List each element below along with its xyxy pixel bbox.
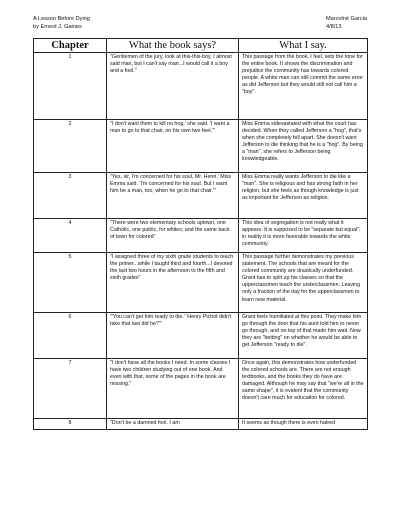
book-quote: "I assigned three of my sixth grade students to teach the primer...while I taught third and fourth...I devoted the last two hours in the afternoon to the fifth and sixth grades" <box>107 253 239 313</box>
student-response: This idea of segregation is not really what it appears. It is supposed to be "separate but equal"; in reality it is more favorable towards the white community. <box>239 219 368 253</box>
book-quote: "Gentlemen of the jury, look at this-this-boy. I almost said man, but I can't say man...I would call it a boy and a fool." <box>107 53 239 120</box>
chapter-number: 1 <box>34 53 107 120</box>
chapter-number: 7 <box>34 359 107 419</box>
assignment-date: 4/8/13 <box>325 24 342 30</box>
dialectical-journal-table <box>33 38 368 430</box>
chapter-number: 5 <box>34 253 107 313</box>
student-info <box>326 15 367 31</box>
student-response: Once again, this demonstrates how underfunded the colored schools are. There are not enough textbooks, and the books they do have are damaged. Although he may say that "we're all in the same shape", it is evident that the community doesn't care much for education for colored. <box>239 359 368 419</box>
table-row <box>34 219 368 253</box>
book-quote: "Yes, sir, I'm concerned for his soul, Mr. Henri,' Miss Emma said. 'I'm concerned for his soul. But I want him be a man, too, when he go to that chair.'" <box>107 173 239 219</box>
table-row <box>34 120 368 173</box>
column-header-chapter: Chapter <box>34 39 107 53</box>
book-quote: "I don't want them to kill no hog,' she said. 'I want a man to go to that chair, on his own two feet.'" <box>107 120 239 173</box>
student-response: Grant feels humiliated at this point. They make him go through the door that his aunt told him to never go through, and on top of that made him wait. Now they are "betting" on whether he would be able to get Jefferson "ready to die". <box>239 313 368 359</box>
book-quote: "Don't be a damned fool. I am <box>107 419 239 430</box>
student-name: Marcolné Garcia <box>325 16 367 22</box>
book-quote: "'You can't get him ready to die.' 'Henry Pichot didn't take that last did he?'" <box>107 313 239 359</box>
table-row <box>34 173 368 219</box>
student-response: Miss Emma really wants Jefferson to die like a "man". She is religious and has strong faith in her religion, but she feels as though knowledge is just as important for Jefferson as religion. <box>239 173 368 219</box>
table-header-row <box>34 39 368 53</box>
student-response: This passage from the book, I feel, sets the tone for the entire book. It shows the discrimination and prejudice the community has towards colored people. A white man can still commit the same error as did Jefferson but they would still not call him a "boy". <box>239 53 368 120</box>
chapter-number: 2 <box>34 120 107 173</box>
chapter-number: 6 <box>34 313 107 359</box>
book-quote: "I don't have all the books I need. In some classes I have two children studying out of one book. And even with that, some of the pages in the book are missing." <box>107 359 239 419</box>
chapter-number: 8 <box>34 419 107 430</box>
table-row <box>34 359 368 419</box>
book-author: by Ernest J. Gaines <box>33 24 82 30</box>
book-quote: "There were two elementary schools uptown, one Catholic, one public, for whites; and the same back of town for colored" <box>107 219 239 253</box>
column-header-quote: What the book says? <box>107 39 239 53</box>
table-row <box>34 313 368 359</box>
chapter-number: 3 <box>34 173 107 219</box>
table-row <box>34 253 368 313</box>
page-header <box>33 15 367 31</box>
chapter-number: 4 <box>34 219 107 253</box>
column-header-response: What I say. <box>239 39 368 53</box>
student-response: It seems as though there is even hatred <box>239 419 368 430</box>
book-title: A Lesson Before Dying <box>33 16 90 22</box>
table-row <box>34 419 368 430</box>
student-response: Miss Emma sidevastated with what the court has decided. When they called Jefferson a "hog", that's when she completely fell apart. She doesn't want Jefferson to die thinking that he is a "hog". By being a "man", she refers to Jefferson being knowledgeable. <box>239 120 368 173</box>
table-row <box>34 53 368 120</box>
student-response: This passage further demonstrates my previous statement. The schools that are meant for the colored community are drastically underfunded. Grant has to split up his classes so that the upperclassmen teach the underclassmen. Leaving only a fraction of the day for the upperclassmen to learn new material. <box>239 253 368 313</box>
